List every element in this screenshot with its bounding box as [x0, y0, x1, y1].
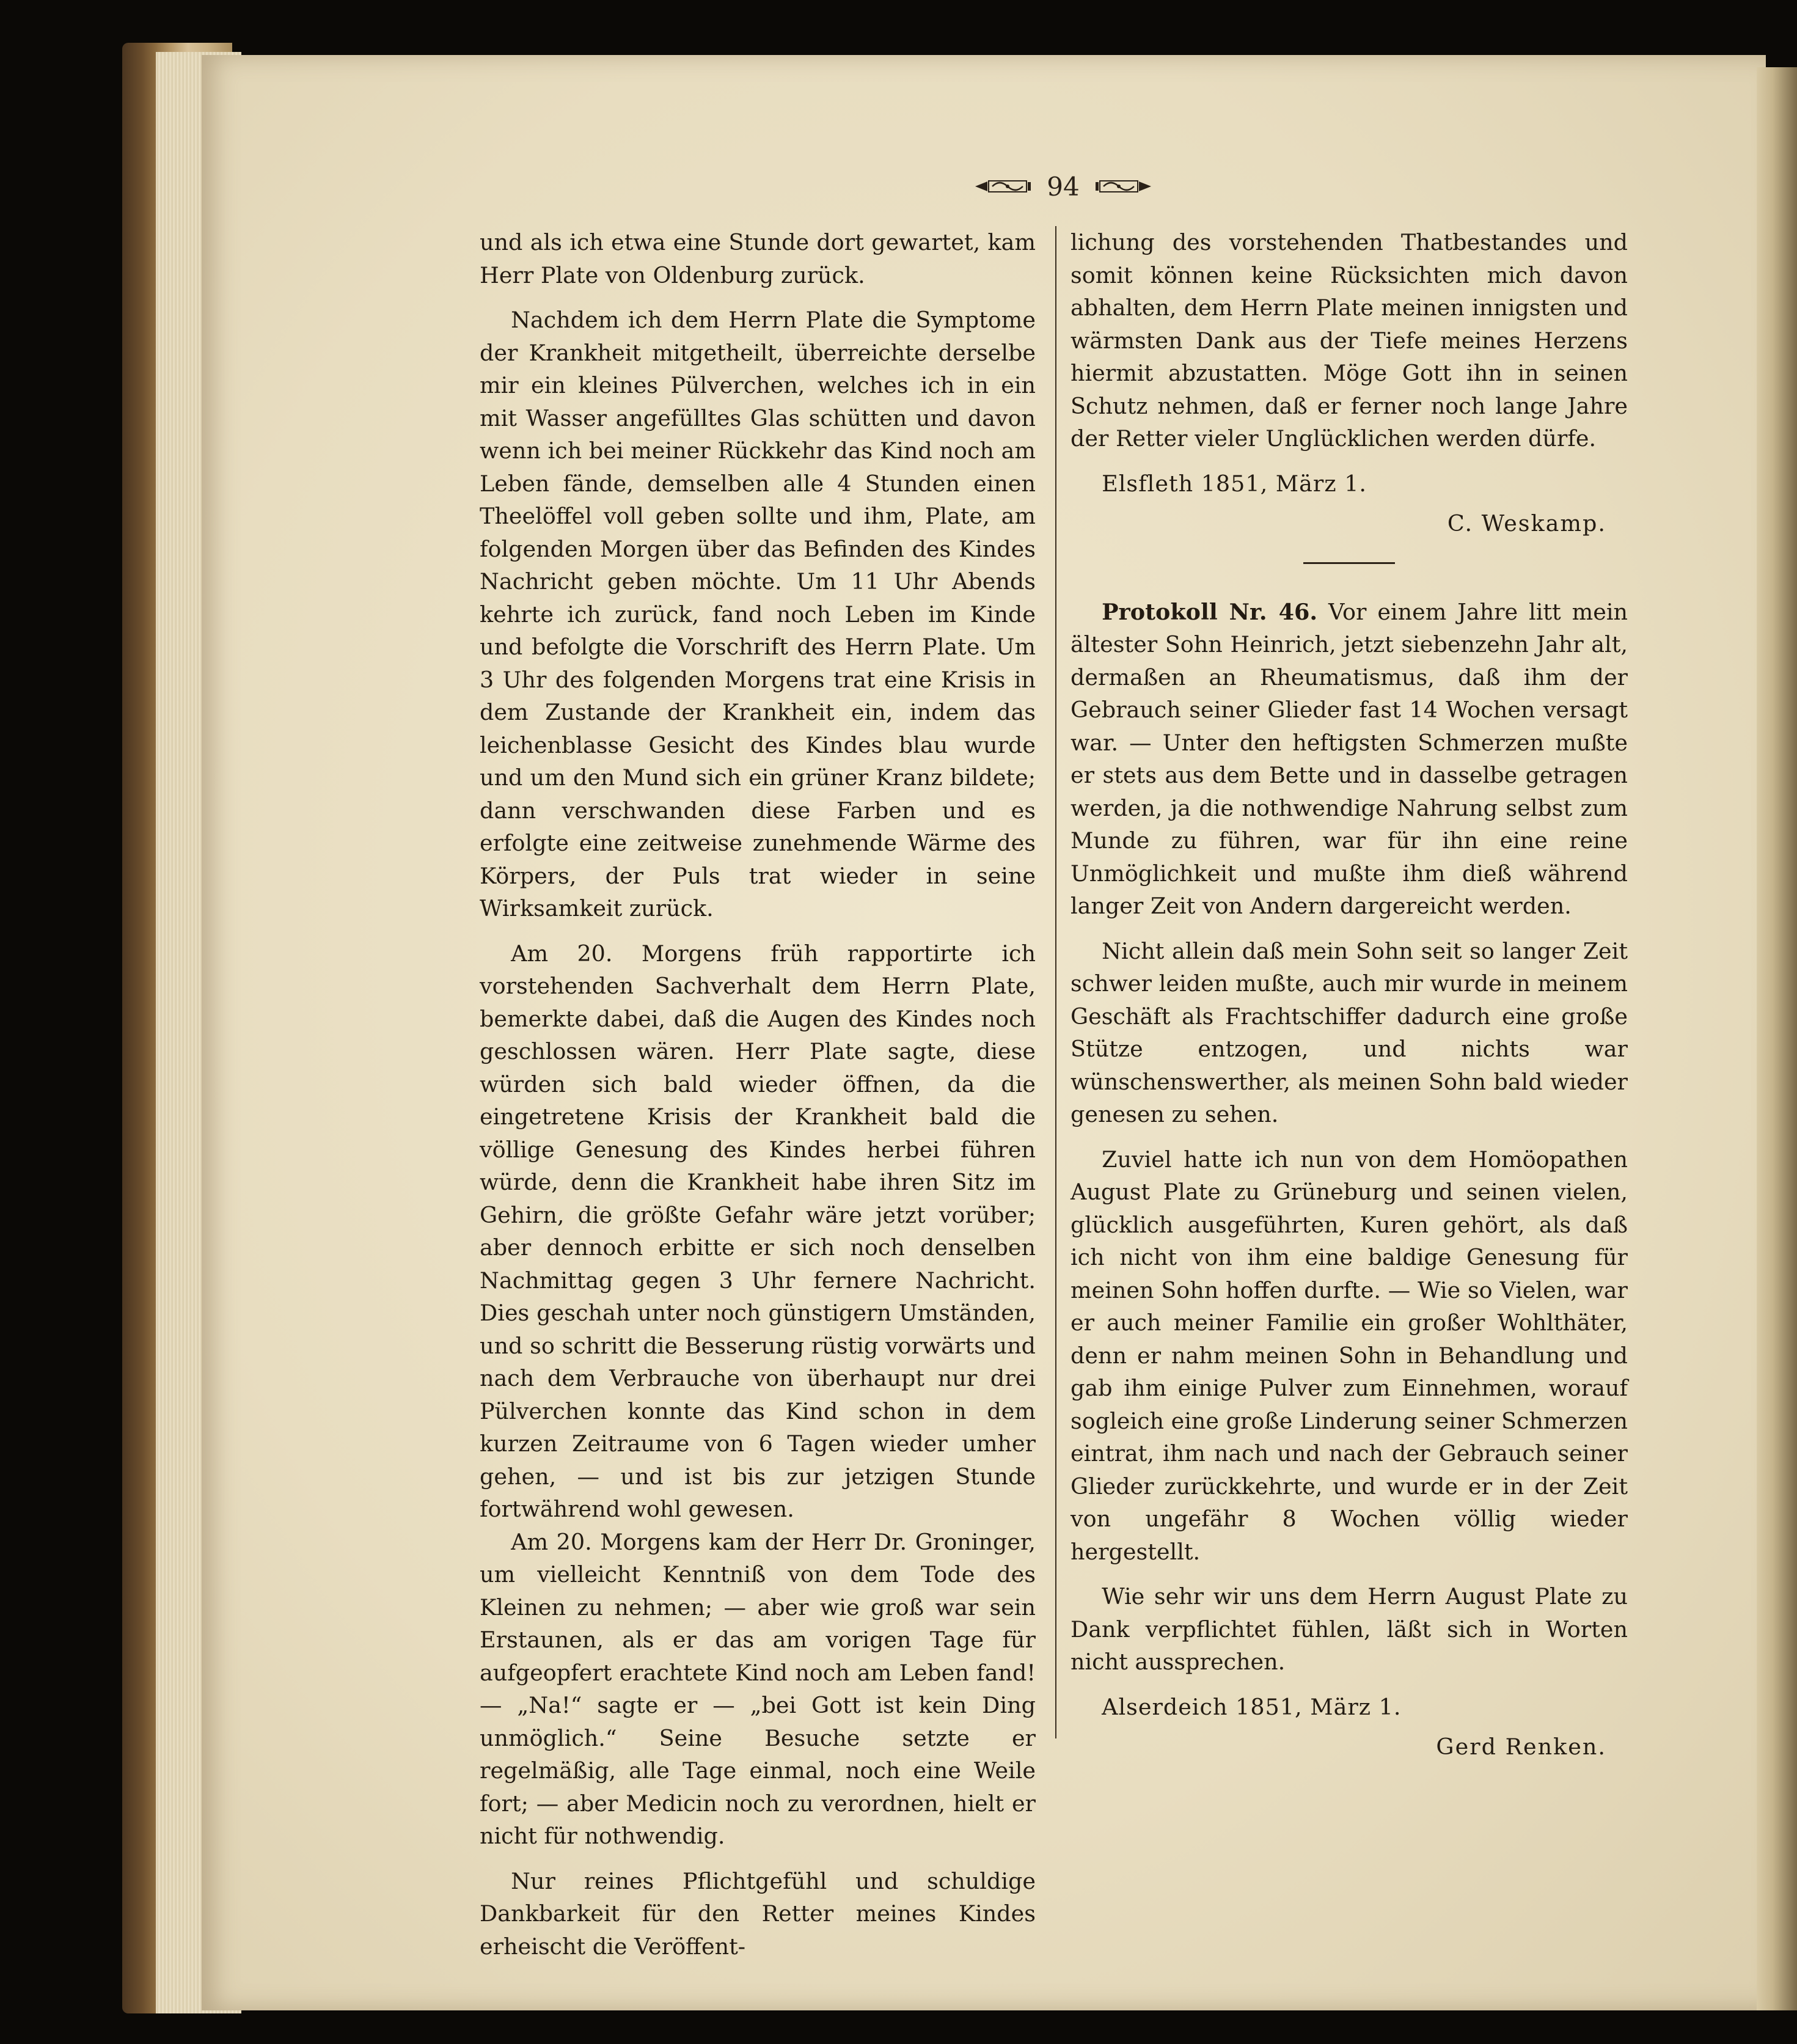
page-header — [953, 165, 1173, 208]
right-ornament-icon — [1094, 177, 1152, 196]
left-paragraph-2: Nachdem ich dem Herrn Plate die Symptome der Krankheit mitgetheilt, überreichte derselbe mir ein kleines Pülverchen, welches ich in ein mit Wasser angefülltes Glas schütten und davon wenn ich bei meiner Rückkehr das Kind noch am Leben fände, demselben alle 4 Stunden einen Theelöffel voll geben sollte und ihm, Plate, am folgenden Morgen über das Befinden des Kindes Nachricht geben möchte. Um 11 Uhr Abends kehrte ich zurück, fand noch Leben im Kinde und befolgte die Vorschrift des Herrn Plate. Um 3 Uhr des folgenden Morgens trat eine Krisis in dem Zustande der Krankheit ein, indem das leichenblasse Gesicht des Kindes blau wurde und um den Mund sich ein grüner Kranz bildete; dann verschwanden diese Farben und es erfolgte eine zeitweise zunehmende Wärme des Körpers, der Puls trat wieder in seine Wirksamkeit zurück. — [480, 307, 1036, 921]
left-ornament-icon — [974, 177, 1032, 196]
left-column — [480, 226, 1036, 1963]
signature-weskamp: C. Weskamp. — [1447, 510, 1606, 537]
right-paragraph-3: Zuviel hatte ich nun von dem Homöopathen August Plate zu Grüneburg und seinen vielen, glücklich ausgeführten, Kuren gehört, als daß ich nicht von ihm eine baldige Genesung für meinen Sohn hoffen durfte. — Wie so Vielen, war er auch meiner Familie ein großer Wohlthäter, denn er nahm meinen Sohn in Behandlung und gab ihm einige Pulver zum Einnehmen, worauf sogleich eine große Linderung seiner Schmerzen eintrat, ihm nach und nach der Gebrauch seiner Glieder zurückkehrte, und wurde er in der Zeit von ungefähr 8 Wochen völlig wieder hergestellt. — [1071, 1146, 1628, 1565]
column-divider — [1055, 226, 1056, 1738]
left-paragraph-5: Nur reines Pflichtgefühl und schuldige Dankbarkeit für den Retter meines Kindes erheischt die Veröffent- — [480, 1867, 1036, 1960]
date-alserdeich: Alserdeich 1851, März 1. — [1102, 1693, 1402, 1720]
right-paragraph-2: Nicht allein daß mein Sohn seit so langer Zeit schwer leiden mußte, auch mir wurde in meinem Geschäft als Frachtschiffer dadurch eine große Stütze entzogen, und nichts war wünschenswerther, als meinen Sohn bald wieder genesen zu sehen. — [1071, 937, 1628, 1127]
right-column — [1071, 226, 1628, 1764]
right-continuation: lichung des vorstehenden Thatbestandes und somit können keine Rücksichten mich davon abhalten, dem Herrn Plate meinen innigsten und wärmsten Dank aus der Tiefe meines Herzens hiermit abzustatten. Möge Gott ihn in seinen Schutz nehmen, daß er ferner noch lange Jahre der Retter vieler Unglücklichen werden dürfe. — [1071, 229, 1628, 452]
left-paragraph-1: und als ich etwa eine Stunde dort gewartet, kam Herr Plate von Oldenburg zurück. — [480, 229, 1036, 288]
right-paragraph-4: Wie sehr wir uns dem Herrn August Plate zu Dank verpflichtet fühlen, läßt sich in Worten nicht aussprechen. — [1071, 1583, 1628, 1675]
left-paragraph-4: Am 20. Morgens kam der Herr Dr. Groninger, um vielleicht Kenntniß von dem Tode des Kleinen zu nehmen; — aber wie groß war sein Erstaunen, als er das am vorigen Tage für aufgeopfert erachtete Kind noch am Leben fand! — „Na!“ sagte er — „bei Gott ist kein Ding unmöglich.“ Seine Besuche setzte er regelmäßig, alle Tage einmal, noch eine Weile fort; — aber Medicin noch zu verordnen, hielt er nicht für nothwendig. — [480, 1528, 1036, 1849]
section-divider — [1303, 562, 1395, 564]
date-elsfleth: Elsfleth 1851, März 1. — [1102, 470, 1367, 497]
protocol-label: Protokoll Nr. 46. — [1102, 598, 1318, 625]
left-paragraph-3: Am 20. Morgens früh rapportirte ich vorstehenden Sachverhalt dem Herrn Plate, bemerkte dabei, daß die Augen des Kindes noch geschlossen wären. Herr Plate sagte, diese würden sich bald wieder öffnen, da die eingetretene Krisis der Krankheit bald die völlige Genesung des Kindes herbei führen würde, denn die Krankheit habe ihren Sitz im Gehirn, die größte Gefahr wäre jetzt vorüber; aber dennoch erbitte er sich noch denselben Nachmittag gegen 3 Uhr fernere Nachricht. Dies geschah unter noch günstigern Umständen, und so schritt die Besserung rüstig vorwärts und nach dem Verbrauche von überhaupt nur drei Pülverchen konnte das Kind schon in dem kurzen Zeitraume von 6 Tagen wieder umher gehen, — und ist bis zur jetzigen Stunde fortwährend wohl gewesen. — [480, 940, 1036, 1522]
protocol-text: Vor einem Jahre litt mein ältester Sohn Heinrich, jetzt siebenzehn Jahr alt, dermaßen an Rheumatismus, daß ihm der Gebrauch seiner Glieder fast 14 Wochen versagt war. — Unter den heftigsten Schmerzen mußte er stets aus dem Bette und in dasselbe getragen werden, ja die nothwendige Nahrung selbst zum Munde zu führen, war für ihn eine reine Unmöglichkeit und mußte ihm dieß während langer Zeit von Andern dargereicht werden. — [1071, 598, 1628, 919]
signature-renken: Gerd Renken. — [1436, 1734, 1606, 1760]
page-edge-right — [1757, 67, 1797, 2010]
protocol-paragraph — [1071, 596, 1628, 923]
page-number: 94 — [1047, 171, 1080, 202]
